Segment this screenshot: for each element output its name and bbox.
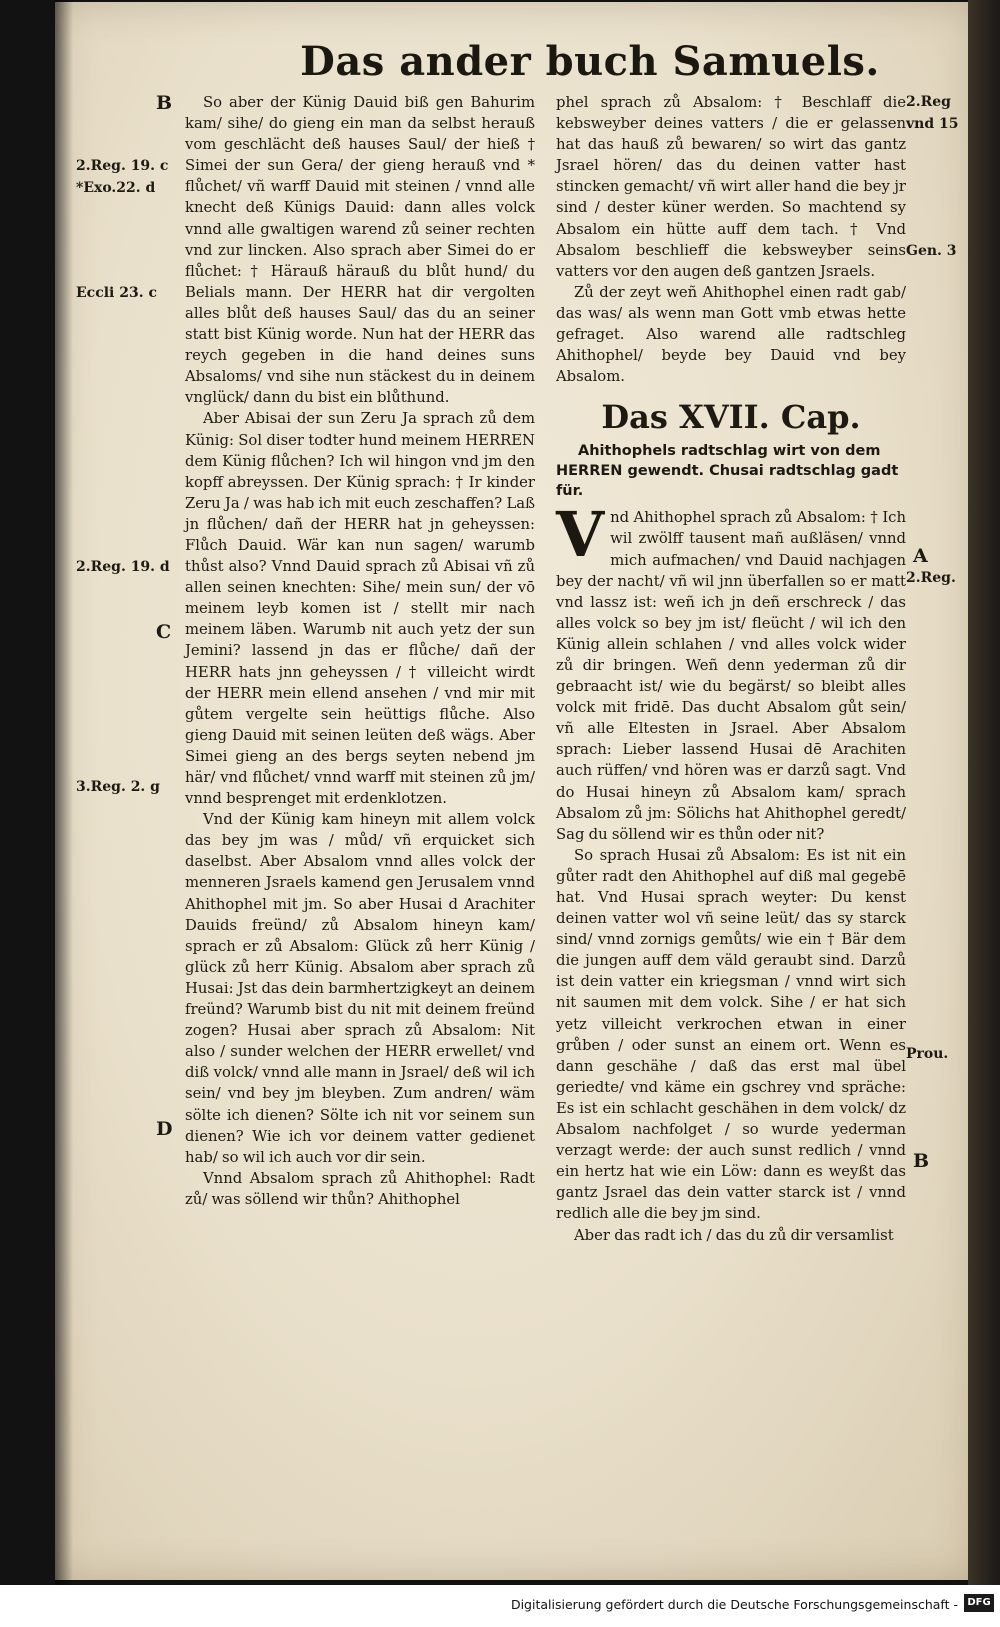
chapter-title: Das XVII. Cap. [601, 398, 861, 437]
gutter-shadow [55, 0, 73, 1585]
margin-ref: 3.Reg. 2. g [76, 779, 160, 795]
paragraph-text: nd Ahithophel sprach zů Absalom: † Ich wil zwölff tausent mañ außläsen/ vnnd mich aufmachen/ vnd Dauid nachjagen bey der nacht/ vñ wil jnn überfallen so er matt vnd lassz ist: weñ ich jn deñ erschreck / das alles volck so bey jm ist/ fleücht / wil ich den Künig allein schlahen / vnd alles volck wider zů dir bringen. Weñ denn yederman zů dir gebraacht ist/ wie du begärst/ so bleibt alles volck mit fridē. Das ducht Absalom gůt sein/ vñ alle Eltesten in Jsrael. Aber Absalom sprach: Lieber lassend Husai dē Arachiten auch rüffen/ vnd hören was er darzů sagt. Vnd do Husai hineyn zů Absalom kam/ sprach Absalom zů jm: Sölichs hat Ahithophel geredt/ Sag du söllend wir es thůn oder nit? [556, 509, 906, 843]
margin-ref: vnd 15 [906, 116, 959, 132]
section-letter-b: B [156, 92, 173, 114]
paragraph: Aber das radt ich / das du zů dir versamlist [574, 1226, 894, 1244]
paragraph: Aber Abisai der sun Zeru Ja sprach zů dem Künig: Sol diser todter hund meinem HERREN dem Künig flůchen? Ich wil hingon vnd jm den kopff abreyssen. Der Künig sprach: † Ir kinder Zeru Ja / was hab ich mit euch zeschaffen? Laß jn flůchen/ dañ der HERR hat jn geheyssen: Flůch Dauid. Wär kan nun sagen/ warumb thůst also? Vnnd Dauid sprach zů Abisai vñ zů allen seinen knechten: Sihe/ mein sun/ der vō meinem leyb komen ist / stellt mir nach meinem läben. Warumb nit auch yetz der sun Jemini? lassend jn das er flůche/ dañ der HERR hats jnn geheyssen / † villeicht wirdt der HERR mein ellend ansehen / vnd mir mit gůtem vergelte sein heüttigs flůche. Also gieng Dauid mit seinen leüten deß wägs. Aber Simei gieng an des bergs seyten nebend jm här/ vnd flůchet/ vnnd warff mit steinen zů jm/ vnnd besprenget mit erdenklotzen. [185, 410, 535, 808]
dfg-logo: DFG [964, 1594, 994, 1612]
chapter-summary: Ahithophels radtschlag wirt von dem HERREN gewendt. Chusai radtschlag gadt für. [556, 443, 899, 500]
margin-ref: 2.Reg. 19. c [76, 158, 169, 174]
margin-ref: Eccli 23. c [76, 285, 157, 301]
running-header: Das ander buch Samuels. [300, 38, 880, 85]
margin-ref: 2.Reg. [906, 570, 956, 586]
section-letter-a: A [913, 545, 928, 567]
text-column-right [556, 92, 906, 1246]
paragraph: Vnnd Absalom sprach zů Ahithophel: Radt zů/ was söllend wir thůn? Ahithophel [185, 1169, 535, 1208]
text-column-left [185, 92, 535, 1210]
margin-ref: Prou. [906, 1046, 949, 1062]
paragraph: Zů der zeyt weñ Ahithophel einen radt gab/ das was/ als wenn man Gott vmb etwas hette gefraget. Also warend alle radtschleg Ahithophel/ beyde bey Dauid vnd bey Absalom. [556, 283, 906, 386]
paragraph: Vnd der Künig kam hineyn mit allem volck das bey jm was / můd/ vñ erquicket sich daselbst. Aber Absalom vnnd alles volck der menneren Jsraels kamend gen Jerusalem vnnd Ahithophel mit jm. So aber Husai d Arachiter Dauids freünd/ zů Absalom hineyn kam/ sprach er zů Absalom: Glück zů herr Künig / glück zů herr Künig. Absalom aber sprach zů Husai: Jst das dein barmhertzigkeyt an deinem freünd? Warumb bist du nit mit deinem freünd zogen? Husai aber sprach zů Absalom: Nit also / sunder welchen der HERR erwellet/ vnd diß volck/ vnnd alle mann in Jsrael/ deß wil ich sein/ vnd bey jm bleyben. Zum andren/ wäm sölte ich dienen? Sölte ich nit vor seinem sun dienen? Wie ich vor deinem vatter gedienet hab/ so wil ich auch vor dir sein. [185, 811, 536, 1166]
margin-ref: Gen. 3 [906, 243, 957, 259]
footer-bar [0, 1585, 1000, 1627]
section-letter-c: C [156, 621, 172, 643]
page-edge [968, 0, 1000, 1585]
paragraph: So sprach Husai zů Absalom: Es ist nit ein gůter radt den Ahithophel auf diß mal gegebē hat. Vnd Husai sprach weyter: Du kenst deinen vatter wol vñ seine leüt/ das sy starck sind/ vnnd zornigs gemůts/ wie ein † Bär dem die jungen auff dem väld geraubt sind. Darzů ist dein vatter ein kriegsman / vnnd wirt sich nit saumen mit dem volck. Sihe / er hat sich yetz villeicht verkrochen etwan in einer grůben / oder sunst an einem ort. Wenn es dann geschähe / daß das erst mal übel geriedte/ vnd käme ein gschrey vnd spräche: Es ist ein schlacht geschähen in dem volck/ dz Absalom nachfolget / so wurde yederman verzagt werde: der auch sunst redlich / vnnd ein hertz hat wie ein Löw: dann es weyßt das gantz Jsrael das dein vatter starck ist / vnnd redlich alle die bey jm sind. [556, 846, 906, 1223]
margin-ref: *Exo.22. d [76, 180, 156, 196]
paragraph: So aber der Künig Dauid biß gen Bahurim kam/ sihe/ do gieng ein man da selbst herauß vom geschlächt deß hauses Saul/ der hieß † Simei der sun Gera/ der gieng herauß vnd * flůchet/ vñ warff Dauid mit steinen / vnnd alle knecht deß Künigs Dauid: dann alles volck vnnd alle gwaltigen warend zů seiner rechten vnd zur lincken. Also sprach aber Simei do er flůchet: † Härauß härauß du blůt hund/ du Belials mann. Der HERR hat dir vergolten alles blůt deß hauses Saul/ das du an seiner statt bist Künig worde. Nun hat der HERR das reych gegeben in die hand deines suns Absaloms/ vnd sihe nun stäckest du in deinem vnglück/ dann du bist ein blůthund. [185, 94, 535, 407]
footer-credit: Digitalisierung gefördert durch die Deutsche Forschungsgemeinschaft - [510, 1597, 958, 1612]
drop-cap-initial: V [556, 498, 605, 572]
paragraph [556, 498, 906, 845]
section-letter-b: B [913, 1150, 930, 1172]
section-letter-d: D [156, 1118, 173, 1140]
paragraph: phel sprach zů Absalom: † Beschlaff die kebsweyber deines vatters / die er gelassen hat das hauß zů bewaren/ so wirt das gantz Jsrael hören/ das du deinen vatter hast stincken gemacht/ vñ wirt aller hand die bey jr sind / dester küner werden. So machtend sy Absalom ein hütte auff dem tach. † Vnd Absalom beschlieff die kebsweyber seins vatters vor den augen deß gantzen Jsraels. [556, 94, 906, 280]
margin-ref: 2.Reg [906, 94, 951, 110]
margin-ref: 2.Reg. 19. d [76, 559, 170, 575]
